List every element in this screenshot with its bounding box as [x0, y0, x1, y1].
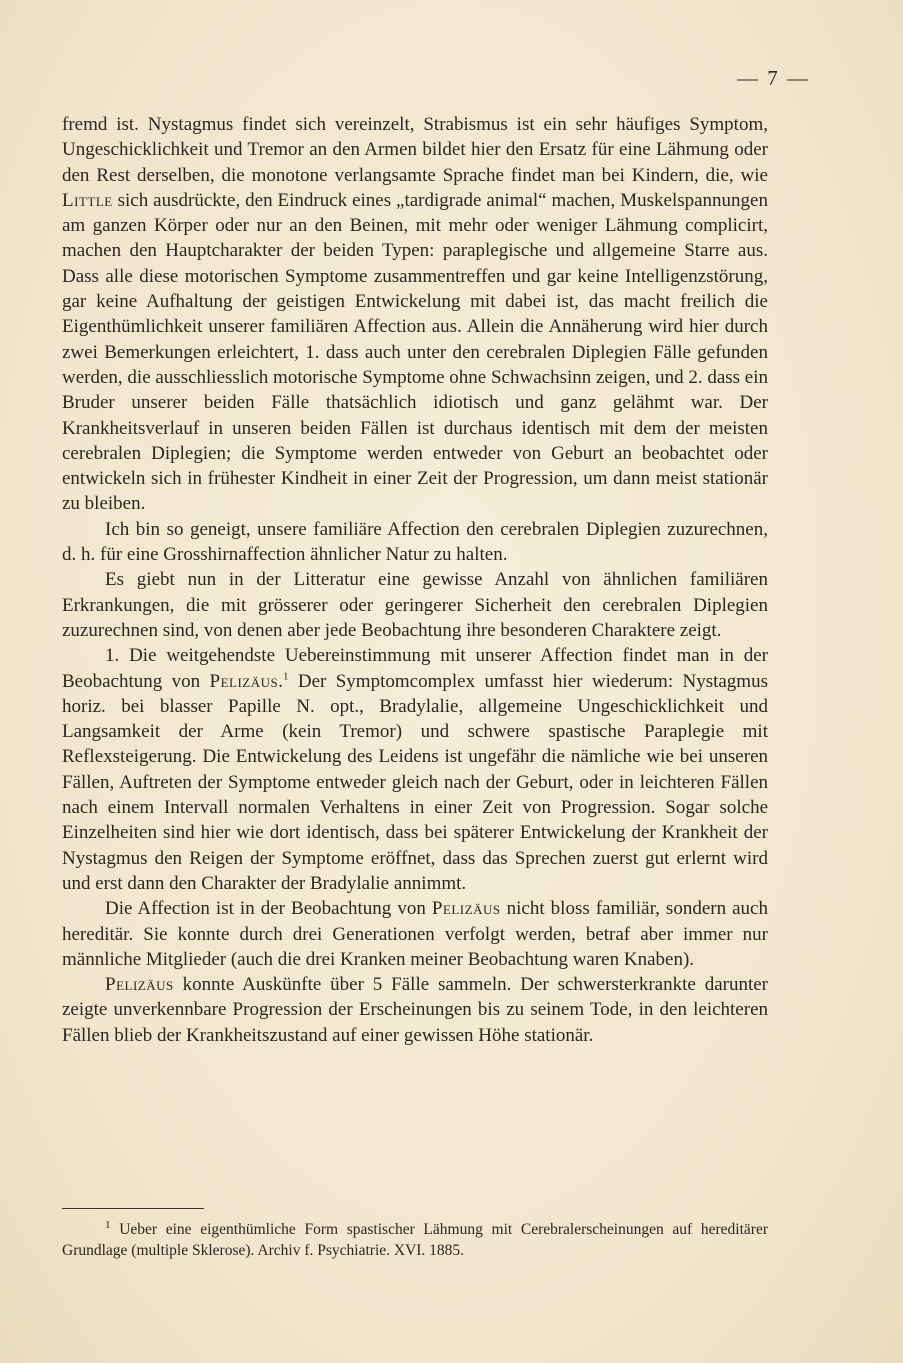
paragraph-5 — [62, 896, 768, 972]
footnote — [62, 1219, 768, 1261]
paragraph-1 — [62, 112, 768, 517]
footnote-reference[interactable]: 1 — [283, 670, 289, 683]
paragraph-4 — [62, 643, 768, 896]
author-name-pelizaeus: Pelizäus — [209, 670, 279, 692]
text-run: Es giebt nun in der Litteratur eine gewisse Anzahl von ähnlichen familiären Erkrankungen, die mit grösserer oder geringerer Sicherheit den cerebralen Diplegien zuzurechnen sind, von denen aber jede Beobachtung ihre besonderen Charaktere zeigt. — [62, 569, 768, 641]
paragraph-3 — [62, 567, 768, 643]
page-number: — 7 — — [737, 66, 810, 90]
body-text — [62, 112, 768, 1048]
author-name-pelizaeus: Pelizäus — [105, 974, 174, 996]
text-run: fremd ist. Nystagmus findet sich vereinzelt, Strabismus ist ein sehr häufiges Symptom, Ungeschicklichkeit und Tremor an den Armen bildet hier den Ersatz für eine Lähmung oder den Rest derselben, die monotone verlangsamte Sprache findet man bei Kindern, die, wie — [62, 114, 768, 186]
paragraph-6 — [62, 972, 768, 1048]
text-run: sich ausdrückte, den Eindruck eines „tardigrade animal“ machen, Muskelspannungen am ganzen Körper oder nur an den Beinen, mit mehr oder weniger Lähmung complicirt, machen den Hauptcharakter der beiden Typen: paraplegische und allgemeine Starre aus. Dass alle diese motorischen Symptome zusammentreffen und gar keine Intelligenzstörung, gar keine Aufhaltung der geistigen Entwickelung mit dabei ist, das macht freilich die Eigenthümlichkeit unserer familiären Affection aus. Allein die Annäherung wird hier durch zwei Bemerkungen erleichtert, 1. dass auch unter den cerebralen Diplegien Fälle gefunden werden, die ausschliesslich motorische Symptome ohne Schwachsinn zeigen, und 2. dass ein Bruder unserer beiden Fälle thatsächlich idiotisch und ganz gelähmt war. Der Krankheitsverlauf in unseren beiden Fällen ist durchaus identisch mit dem der meisten cerebralen Diplegien; die Symptome werden entweder von Geburt an beobachtet oder entwickeln sich in frühester Kindheit in einer Zeit der Progression, um dann meist stationär zu bleiben. — [62, 189, 769, 515]
footnote-body: Ueber eine eigenthümliche Form spastischer Lähmung mit Cerebralerscheinungen auf hereditärer Grundlage (multiple Sklerose). Archiv f. Psychiatrie. XVI. 1885. — [62, 1221, 769, 1259]
author-name-little: Little — [62, 189, 113, 211]
text-run: . — [278, 670, 283, 692]
footnote-divider — [62, 1208, 204, 1209]
text-run: Ich bin so geneigt, unsere familiäre Affection den cerebralen Diplegien zuzurechnen, d. h. für eine Grosshirnaffection ähnlicher Natur zu halten. — [62, 518, 768, 566]
text-run: Die Affection ist in der Beobachtung von — [105, 898, 432, 920]
footnote-marker: 1 — [105, 1218, 111, 1231]
footnote-text — [62, 1219, 768, 1261]
author-name-pelizaeus: Pelizäus — [431, 898, 501, 920]
paragraph-2 — [62, 517, 768, 568]
text-run: 1. Die weitgehendste Uebereinstimmung mit unserer Affection findet man in der Beobachtung von — [62, 645, 768, 692]
text-run: konnte Auskünfte über 5 Fälle sammeln. Der schwersterkrankte darunter zeigte unverkennbare Progression der Erscheinungen bis zu seinem Tode, in den leichteren Fällen blieb der Krankheitszustand auf einer gewissen Höhe stationär. — [62, 974, 768, 1046]
text-run: Der Symptomcomplex umfasst hier wiederum: Nystagmus horiz. bei blasser Papille N. opt., Bradylalie, allgemeine Ungeschicklichkeit und Langsamkeit der Arme (kein Tremor) und schwere spastische Paraplegie mit Reflexsteigerung. Die Entwickelung des Leidens ist ungefähr die nämliche wie bei unseren Fällen, Auftreten der Symptome entweder gleich nach der Geburt, oder in leichteren Fällen nach einem Intervall normalen Verhaltens in einer Zeit von Progression. Sogar solche Einzelheiten sind hier wie dort identisch, dass bei späterer Entwickelung der Krankheit der Nystagmus den Reigen der Symptome eröffnet, dass das Sprechen zuerst gut erlernt wird und erst dann den Charakter der Bradylalie annimmt. — [62, 670, 768, 894]
text-run: nicht bloss familiär, sondern auch hereditär. Sie konnte durch drei Generationen verfolgt werden, betraf aber immer nur männliche Mitglieder (auch die drei Kranken meiner Beobachtung waren Knaben). — [62, 898, 768, 970]
